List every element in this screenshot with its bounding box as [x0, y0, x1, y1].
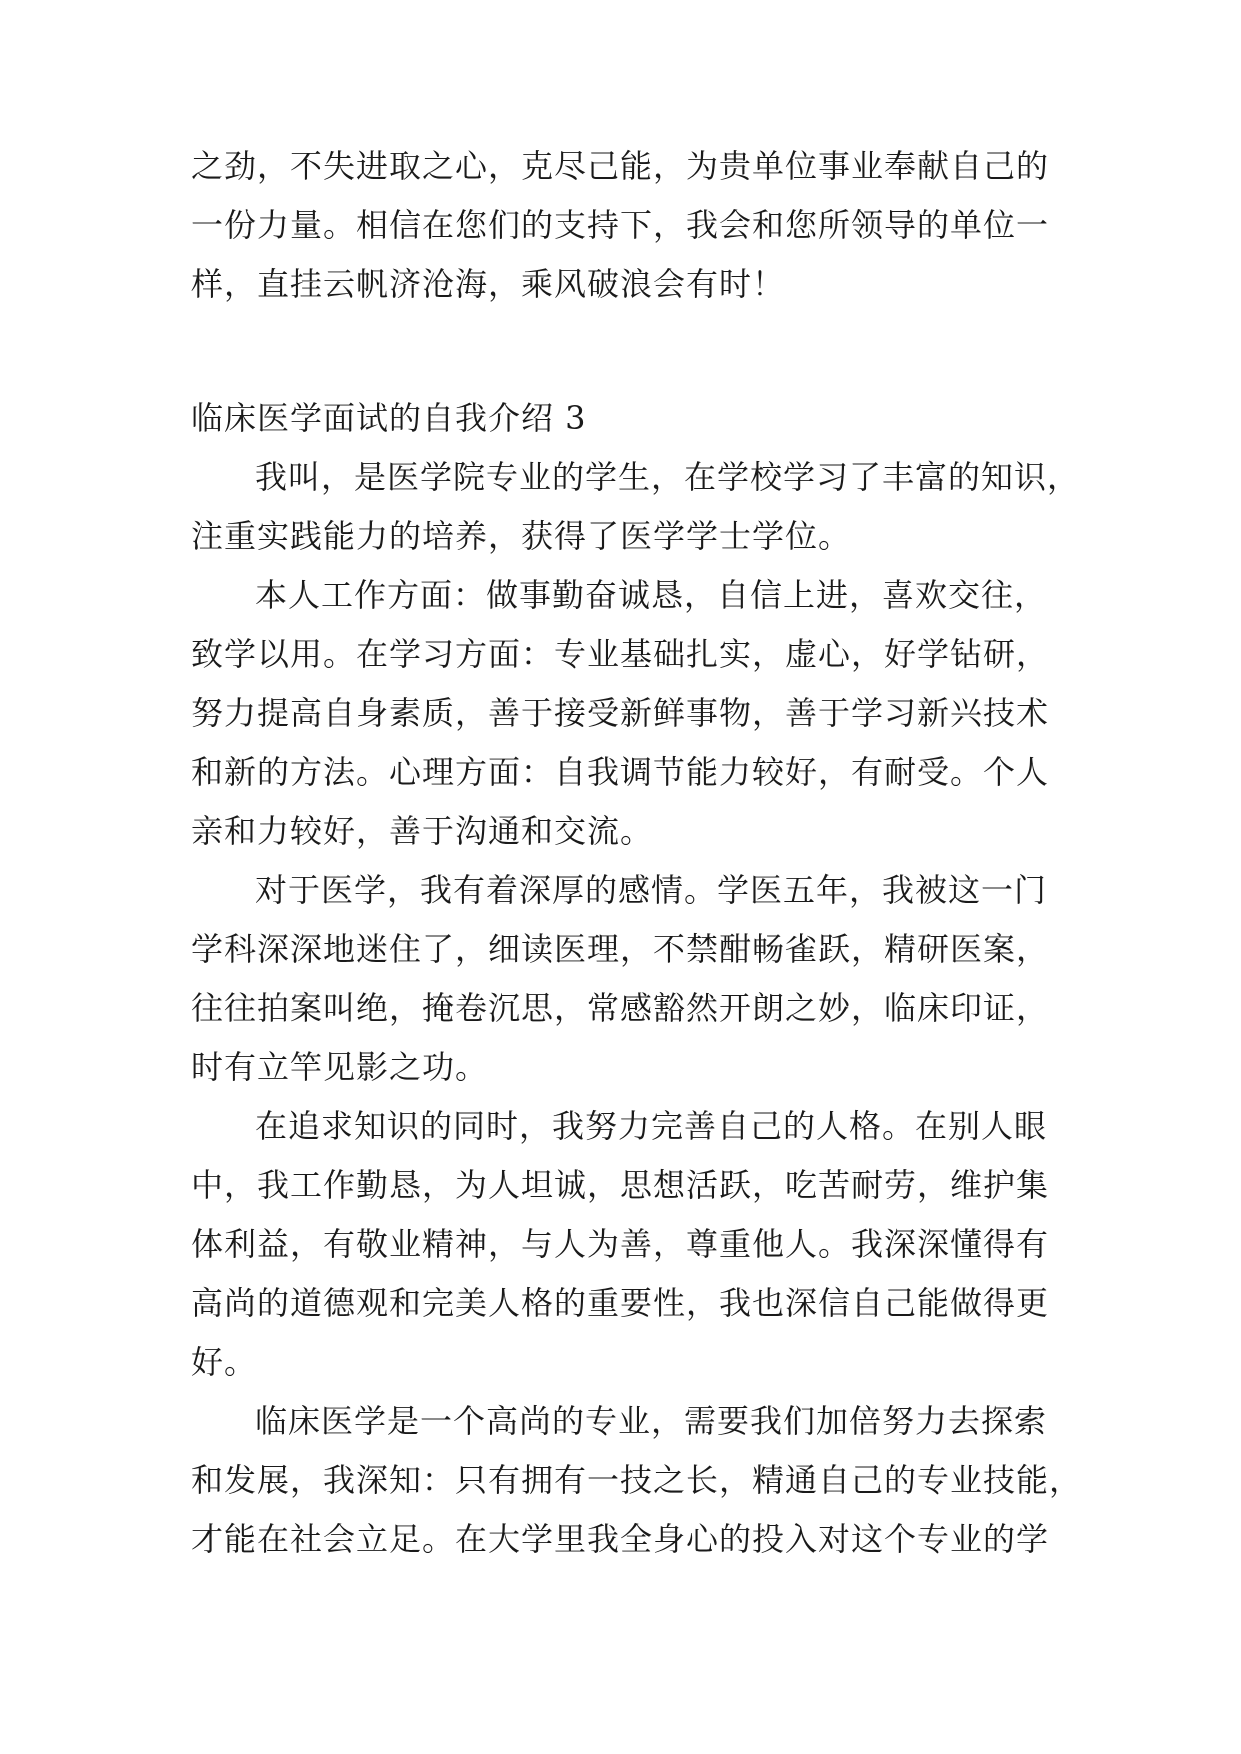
text-line: 才能在社会立足。在大学里我全身心的投入对这个专业的学: [191, 1520, 1050, 1558]
text-line: 体利益，有敬业精神，与人为善，尊重他人。我深深懂得有: [191, 1225, 1050, 1263]
text-line: 注重实践能力的培养，获得了医学学士学位。: [191, 517, 852, 555]
text-line: 学科深深地迷住了，细读医理，不禁酣畅雀跃，精研医案，: [191, 930, 1050, 968]
section-title: 临床医学面试的自我介绍 3: [191, 399, 587, 437]
text-line: 好。: [191, 1343, 258, 1381]
text-line: 往往拍案叫绝，掩卷沉思，常感豁然开朗之妙，临床印证，: [191, 989, 1050, 1027]
text-line: 对于医学，我有着深厚的感情。学医五年，我被这一门: [255, 871, 1048, 909]
text-line: 和新的方法。心理方面：自我调节能力较好，有耐受。个人: [191, 753, 1050, 791]
text-line: 中，我工作勤恳，为人坦诚，思想活跃，吃苦耐劳，维护集: [191, 1166, 1050, 1204]
text-line: 我叫，是医学院专业的学生，在学校学习了丰富的知识，: [255, 458, 1081, 496]
text-line: 在追求知识的同时，我努力完善自己的人格。在别人眼: [255, 1107, 1048, 1145]
text-line: 时有立竿见影之功。: [191, 1048, 489, 1086]
text-line: 致学以用。在学习方面：专业基础扎实，虚心，好学钻研，: [191, 635, 1050, 673]
text-line: 亲和力较好，善于沟通和交流。: [191, 812, 654, 850]
text-line: 本人工作方面：做事勤奋诚恳，自信上进，喜欢交往，: [255, 576, 1048, 614]
text-line: 临床医学是一个高尚的专业，需要我们加倍努力去探索: [255, 1402, 1048, 1440]
text-line: 样，直挂云帆济沧海，乘风破浪会有时！: [191, 265, 786, 303]
text-line: 高尚的道德观和完美人格的重要性，我也深信自己能做得更: [191, 1284, 1050, 1322]
text-line: 和发展，我深知：只有拥有一技之长，精通自己的专业技能，: [191, 1461, 1083, 1499]
text-line: 一份力量。相信在您们的支持下，我会和您所领导的单位一: [191, 206, 1050, 244]
text-line: 之劲，不失进取之心，克尽己能，为贵单位事业奉献自己的: [191, 147, 1050, 185]
text-line: 努力提高自身素质，善于接受新鲜事物，善于学习新兴技术: [191, 694, 1050, 732]
